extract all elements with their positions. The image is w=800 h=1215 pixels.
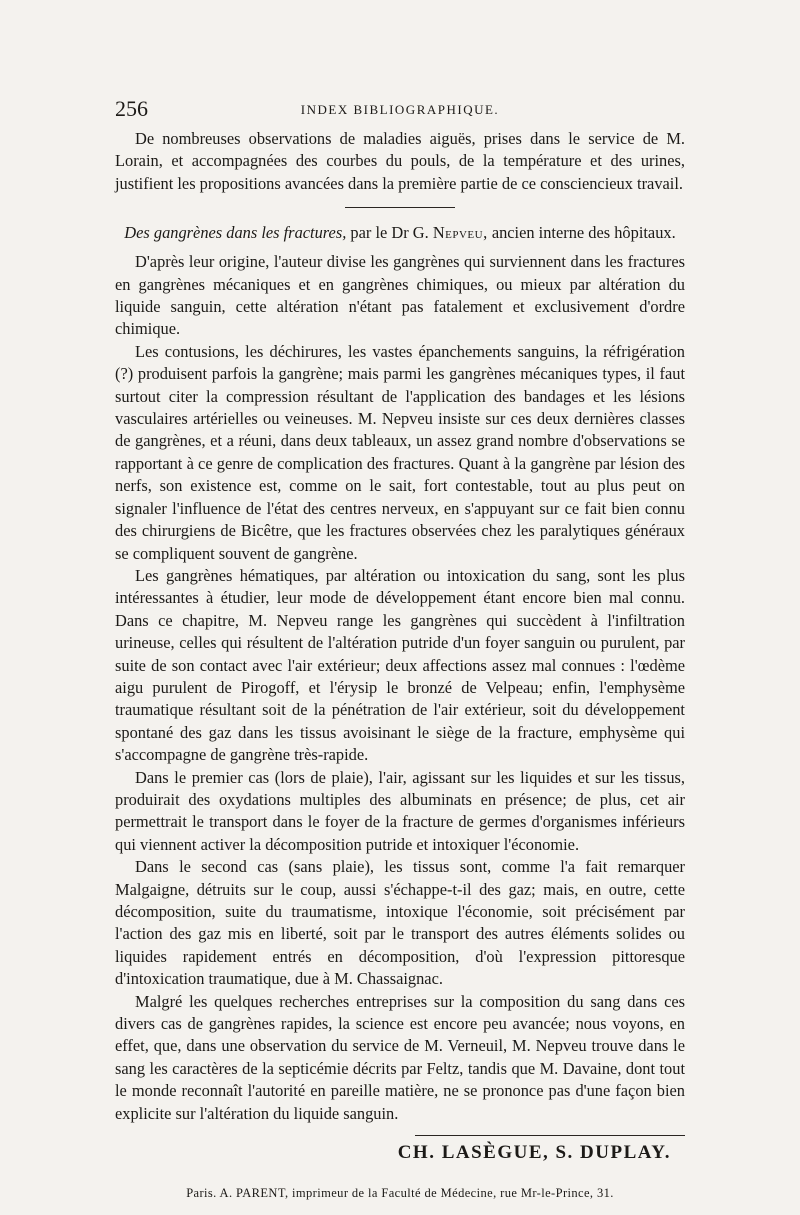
running-title: INDEX BIBLIOGRAPHIQUE. — [300, 102, 500, 117]
signature-divider — [415, 1135, 685, 1136]
body-paragraph-5: Dans le second cas (sans plaie), les tissus sont, comme l'a fait remarquer Malgaigne, détruits sur le coup, aussi s'échappe-t-il des gaz; mais, en outre, cette décomposition, suite du traumatisme, intoxique l'économie, soit précisément par l'action des gaz mis en liberté, soit par le transport des autres éléments solides ou liquides rapidement entrés en décomposition, d'où l'expression pittoresque d'intoxication traumatique, due à M. Chassaignac. — [115, 857, 685, 989]
byline-suffix: ancien interne des hôpitaux. — [491, 223, 676, 243]
article-heading — [115, 222, 685, 243]
article-title: Des gangrènes dans les fractures, — [124, 223, 347, 243]
section-divider — [345, 207, 455, 208]
page-header — [115, 96, 685, 126]
byline-prefix: par le Dr G. — [350, 223, 429, 243]
intro-paragraph: De nombreuses observations de maladies aiguës, prises dans le service de M. Lorain, et accompagnées des courbes du pouls, de la température et des urines, justifient les propositions avancées dans la première partie de ce consciencieux travail. — [115, 129, 685, 193]
body-paragraph-6: Malgré les quelques recherches entreprises sur la composition du sang dans ces divers cas de gangrènes rapides, la science est encore peu avancée; nous voyons, en effet, que, dans une observation du service de M. Verneuil, M. Nepveu trouve dans le sang les caractères de la septicémie décrits par Feltz, tandis que M. Davaine, dont tout le monde reconnaît l'autorité en pareille matière, ne se prononce pas d'une façon bien explicite sur l'altération du liquide sanguin. — [115, 991, 685, 1123]
body-paragraph-3: Les gangrènes hématiques, par altération ou intoxication du sang, sont les plus intéressantes à étudier, leur mode de développement étant encore bien mal connu. Dans ce chapitre, M. Nepveu range les gangrènes qui succèdent à l'infiltration urineuse, celles qui résultent de l'altération putride d'un foyer sanguin ou purulent, par suite de son contact avec l'air extérieur; deux affections assez mal connues : l'œdème aigu purulent de Pirogoff, et l'érysip le bronzé de Velpeau; enfin, l'emphysème traumatique résultant soit de la pénétration de l'air extérieur, soit du développement spontané des gaz dans les tissus avoisinant le siège de la fracture, emphysème qui s'accompagne de gangrène très-rapide. — [115, 565, 685, 765]
page-number: 256 — [115, 96, 148, 121]
body-paragraph-2: Les contusions, les déchirures, les vastes épanchements sanguins, la réfrigération (?) produisent parfois la gangrène; mais parmi les gangrènes mécaniques types, il faut surtout citer la compression résultant de l'application des bandages et les lésions vasculaires artérielles ou veineuses. M. Nepveu insiste sur ces deux dernières classes de gangrènes, et a réuni, dans deux tableaux, un assez grand nombre d'observations se rapportant à ce genre de complication des fractures. Quant à la gangrène par lésion des nerfs, son existence est, comme on le sait, fort contestable, tout au plus peut on signaler l'influence de l'état des centres nerveux, en s'appuyant sur ce fait bien connu des chirurgiens de Bicêtre, que les fractures observées chez les paralytiques généraux se compliquent souvent de gangrène. — [115, 341, 685, 563]
body-paragraph-4: Dans le premier cas (lors de plaie), l'air, agissant sur les liquides et sur les tissus, produirait des oxydations multiples des albuminats en présence; de plus, cet air permettrait le transport dans le foyer de la fracture de germes d'organismes inférieurs qui viennent activer la décomposition putride et intoxiquer l'économie. — [115, 767, 685, 854]
page-body — [115, 128, 685, 1164]
body-paragraph-1: D'après leur origine, l'auteur divise les gangrènes qui surviennent dans les fractures en gangrènes mécaniques et en gangrènes chimiques, ou mieux par altération du liquide sanguin, cette altération n'étant pas fatalement et exclusivement d'ordre chimique. — [115, 252, 685, 339]
printer-imprint: Paris. A. PARENT, imprimeur de la Faculté de Médecine, rue Mr-le-Prince, 31. — [186, 1186, 614, 1200]
article-author: Nepveu, — [432, 223, 488, 243]
signature: CH. LASÈGUE, S. DUPLAY. — [397, 1142, 671, 1164]
